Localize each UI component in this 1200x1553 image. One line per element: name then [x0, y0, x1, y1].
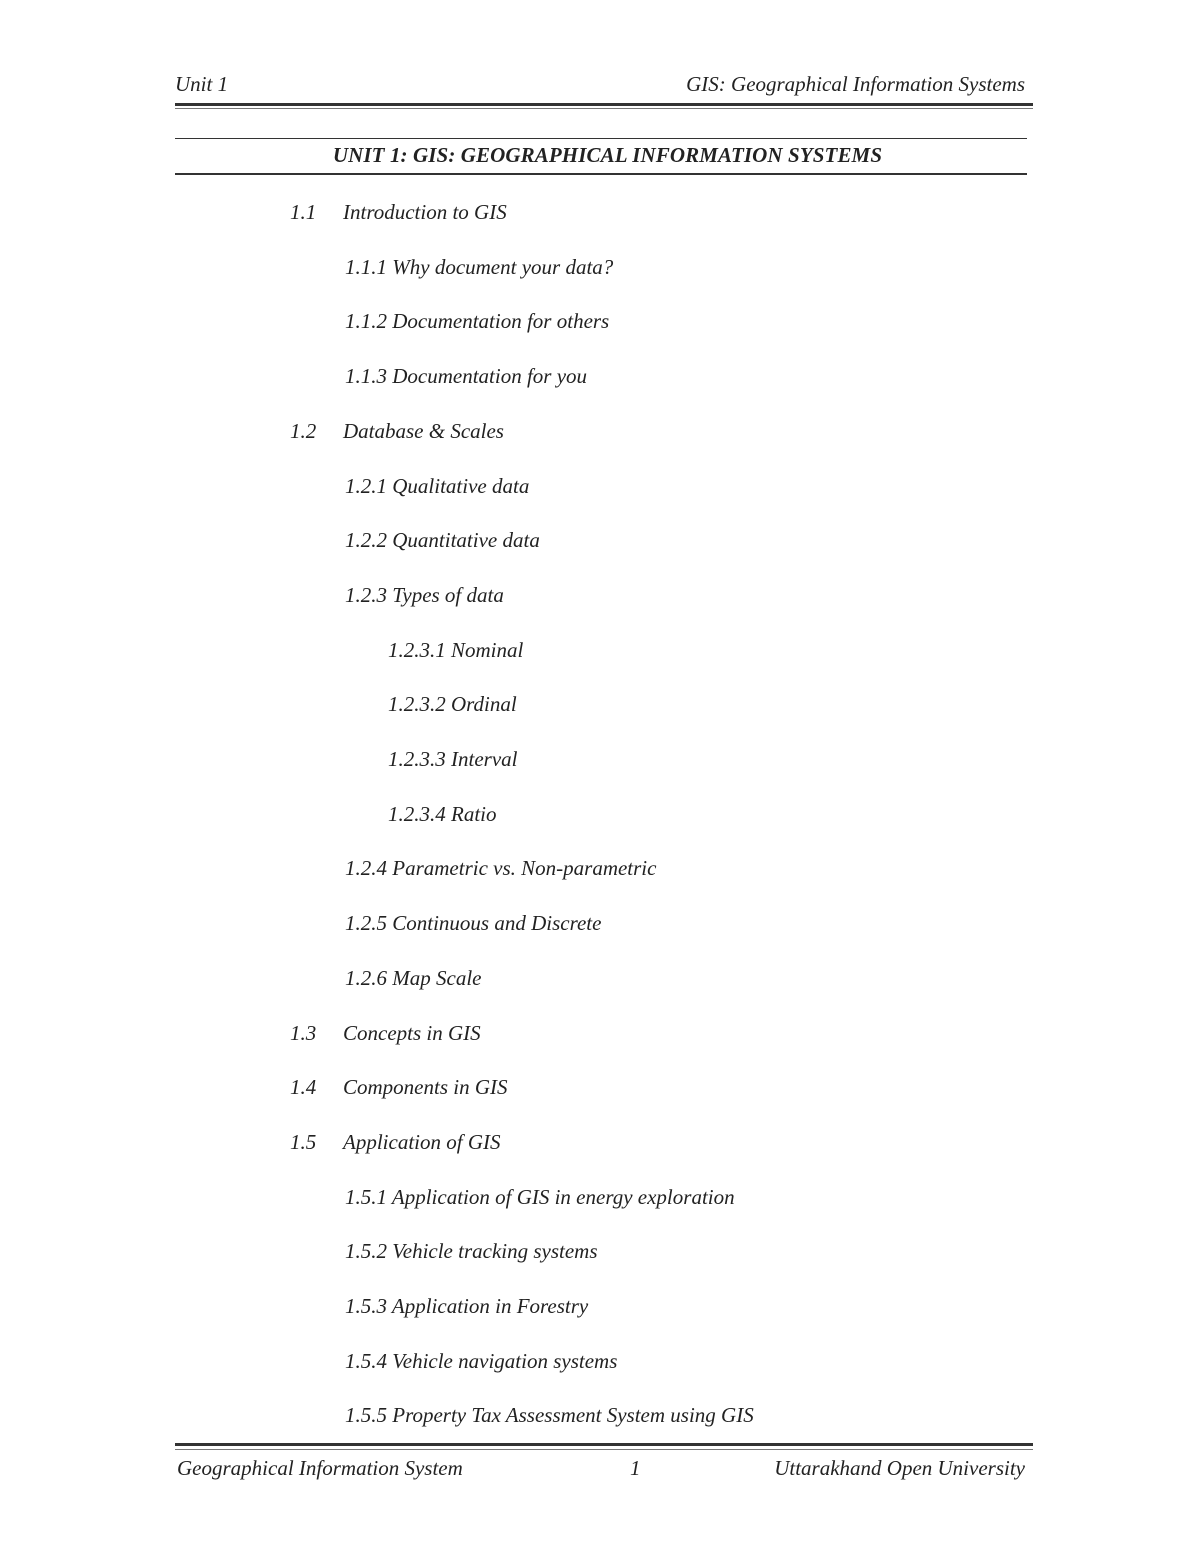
toc-entry-label: 1.5.1 Application of GIS in energy exploration — [345, 1185, 735, 1209]
toc-entry-label: Components in GIS — [343, 1075, 508, 1099]
toc-entry-label: 1.1.1 Why document your data? — [345, 255, 614, 279]
toc-entry-label: 1.2.5 Continuous and Discrete — [345, 911, 602, 935]
toc-entry-label: 1.5.3 Application in Forestry — [345, 1294, 589, 1318]
toc-entry — [345, 1293, 588, 1319]
footer-rule-thin — [175, 1449, 1033, 1450]
toc-entry-label: 1.2.4 Parametric vs. Non-parametric — [345, 856, 657, 880]
running-footer — [175, 1456, 1025, 1488]
toc-entry — [345, 1238, 598, 1264]
toc-entry-label: Database & Scales — [343, 419, 504, 443]
toc-entry — [290, 1074, 508, 1100]
toc-entry-number: 1.4 — [290, 1075, 317, 1099]
toc-entry-label: 1.2.6 Map Scale — [345, 966, 482, 990]
page-number: 1 — [630, 1456, 641, 1480]
toc-entry-label: 1.1.2 Documentation for others — [345, 309, 610, 333]
toc-entry-label: Application of GIS — [343, 1130, 501, 1154]
toc-entry — [388, 637, 523, 663]
toc-entry — [345, 965, 481, 991]
header-unit-label: Unit 1 — [175, 72, 229, 96]
toc-entry-label: 1.2.1 Qualitative data — [345, 474, 530, 498]
toc-entry-number: 1.1 — [290, 200, 317, 224]
footer-university: Uttarakhand Open University — [774, 1456, 1025, 1480]
unit-title: UNIT 1: GIS: GEOGRAPHICAL INFORMATION SYSTEMS — [332, 143, 883, 167]
toc-entry — [345, 473, 529, 499]
toc-entry — [388, 746, 517, 772]
toc-entry — [345, 1348, 617, 1374]
toc-entry-label: 1.1.3 Documentation for you — [345, 364, 588, 388]
toc-entry-label: 1.2.3.3 Interval — [388, 747, 518, 771]
toc-entry — [345, 1402, 754, 1428]
toc-entry-label: 1.2.3.1 Nominal — [388, 638, 524, 662]
toc-entry — [345, 254, 613, 280]
toc-entry — [290, 1020, 481, 1046]
toc-entry-label: 1.5.5 Property Tax Assessment System using GIS — [345, 1403, 754, 1427]
toc-entry — [345, 308, 609, 334]
toc-entry-label: 1.2.2 Quantitative data — [345, 528, 540, 552]
toc-entry-label: 1.2.3.2 Ordinal — [388, 692, 517, 716]
toc-entry-number: 1.2 — [290, 419, 317, 443]
footer-rule — [175, 1443, 1033, 1446]
toc-entry — [345, 855, 656, 881]
footer-course-name: Geographical Information System — [177, 1456, 463, 1480]
toc-entry — [388, 691, 517, 717]
toc-entry — [345, 910, 601, 936]
toc-entry-number: 1.5 — [290, 1130, 317, 1154]
toc-entry — [290, 1129, 500, 1155]
toc-entry-label: 1.2.3.4 Ratio — [388, 802, 497, 826]
toc-entry-number: 1.3 — [290, 1021, 317, 1045]
toc-entry — [290, 199, 507, 225]
header-course-title: GIS: Geographical Information Systems — [686, 72, 1025, 96]
toc-entry — [345, 1184, 735, 1210]
toc-entry — [290, 418, 504, 444]
toc-entry-label: 1.5.2 Vehicle tracking systems — [345, 1239, 598, 1263]
toc-entry-label: 1.5.4 Vehicle navigation systems — [345, 1349, 618, 1373]
toc-entry-label: Concepts in GIS — [343, 1021, 481, 1045]
toc-entry — [345, 582, 504, 608]
toc-entry — [388, 801, 497, 827]
toc-entry — [345, 527, 540, 553]
toc-entry-label: Introduction to GIS — [343, 200, 507, 224]
toc-entry — [345, 363, 587, 389]
toc-entry-label: 1.2.3 Types of data — [345, 583, 504, 607]
